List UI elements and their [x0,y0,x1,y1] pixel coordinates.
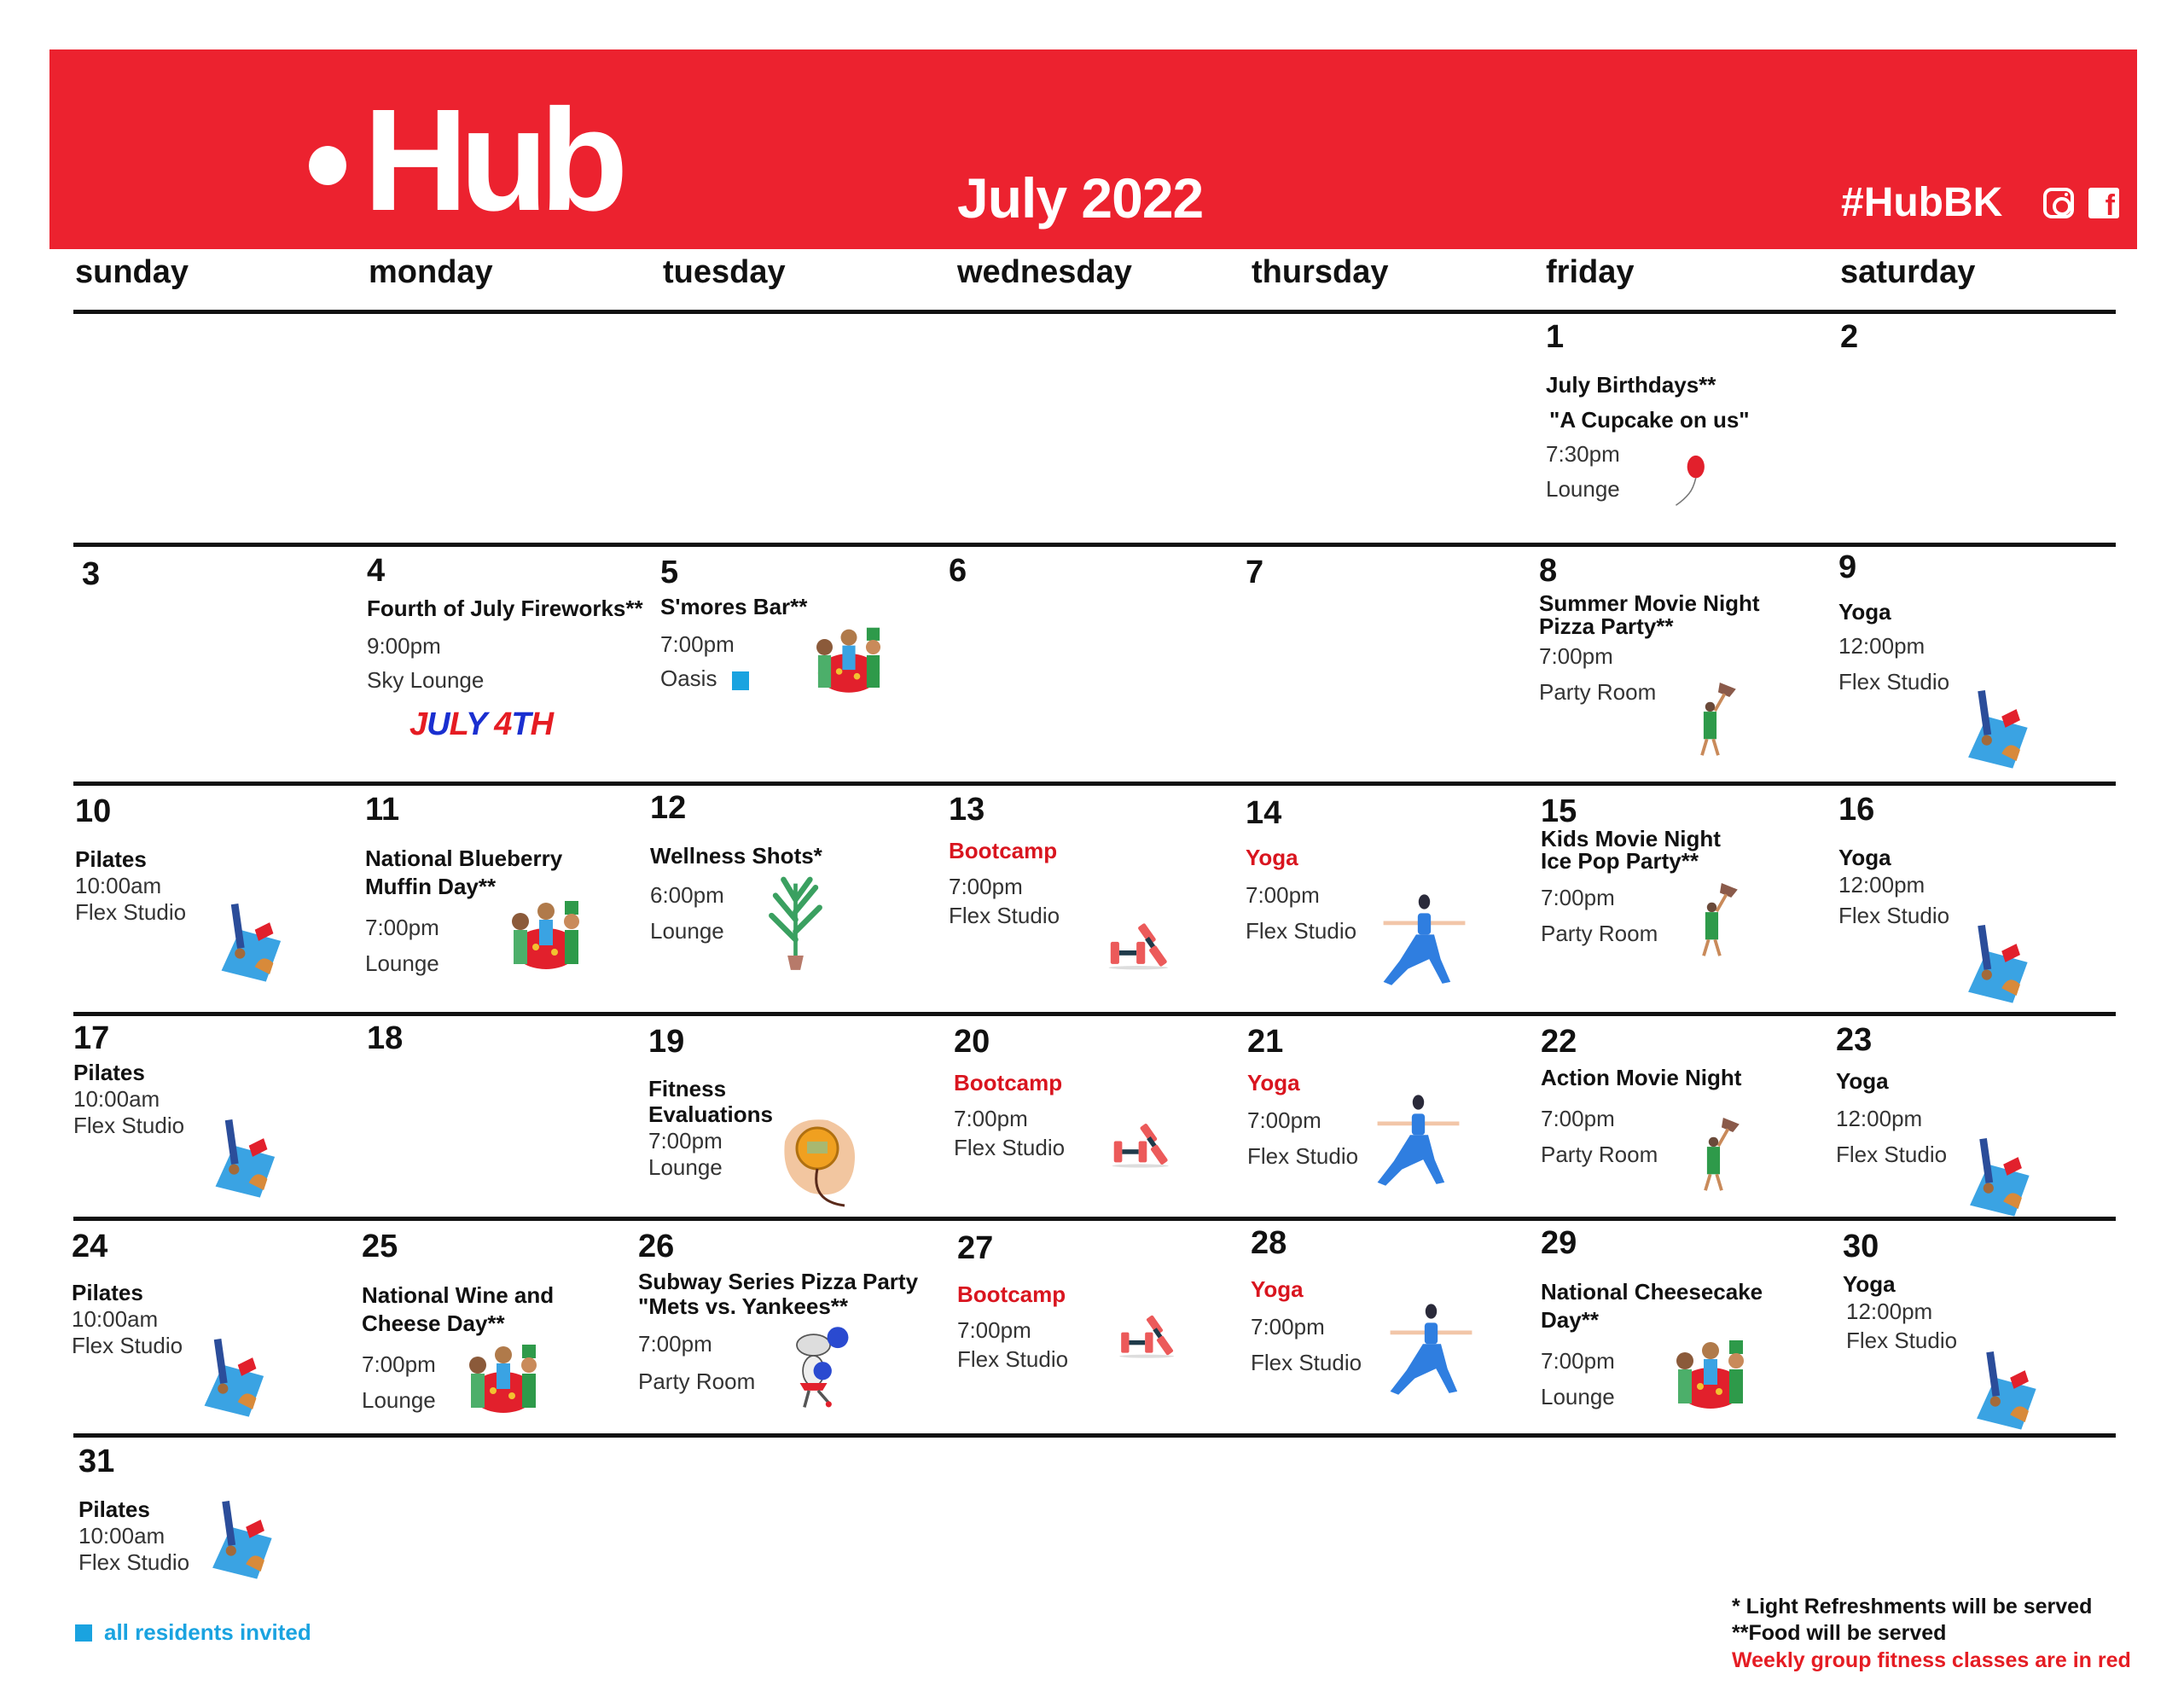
day-number: 24 [72,1229,108,1264]
event-title: Summer Movie Night Pizza Party** [1539,590,1760,640]
pilates-mat-icon [203,1116,280,1201]
event-title: Pilates [73,1060,145,1085]
july-4th-banner: JULY 4TH [410,706,554,742]
event-location: Lounge [648,1153,723,1180]
event-time: 10:00am [73,1086,160,1113]
day-number: 7 [1246,555,1264,590]
day-cell-6[interactable] [949,555,1239,587]
event-time: 10:00am [78,1523,166,1549]
day-cell-27[interactable] [957,1232,1247,1374]
event-time: 7:30pm [1546,441,1620,468]
party-group-icon [461,1339,546,1425]
day-cell-8[interactable] [1539,555,1829,709]
balloon-icon [1664,452,1715,512]
event-time: 7:00pm [362,1351,436,1377]
instagram-icon[interactable] [2043,188,2074,218]
day-number: 10 [75,793,112,829]
day-number: 11 [365,792,400,828]
day-cell-5[interactable] [660,556,950,696]
yoga-woman-icon [1375,892,1473,990]
event-location: Flex Studio [1251,1350,1362,1376]
day-number: 14 [1246,795,1282,831]
event-location: Party Room [1539,678,1657,705]
day-cell-4[interactable] [367,555,674,698]
event-title: Fourth of July Fireworks** [367,596,643,621]
weekday-tuesday: tuesday [663,254,786,290]
note-food: **Food will be served [1732,1621,1947,1646]
event-title: Kids Movie Night Ice Pop Party** [1541,826,1721,874]
event-title: National Wine and Cheese Day** [362,1282,555,1336]
pilates-mat-icon [192,1335,269,1421]
day-number: 26 [638,1229,675,1264]
event-location: Lounge [1541,1384,1615,1410]
day-cell-30[interactable] [1843,1230,2133,1356]
event-location: Party Room [638,1368,756,1395]
day-number: 16 [1838,792,1875,828]
row-divider [73,543,2116,547]
event-location: Flex Studio [954,1134,1066,1160]
day-cell-18[interactable] [367,1022,657,1055]
event-time: 7:00pm [957,1317,1031,1344]
event-time: 12:00pm [1846,1299,1933,1325]
event-title: Fitness Evaluations [648,1076,773,1127]
pizza-runner-icon [1699,1118,1742,1194]
event-title: Bootcamp [949,838,1058,863]
row-divider [73,1433,2116,1438]
yoga-woman-icon [1369,1092,1467,1190]
event-title: Bootcamp [954,1070,1063,1095]
hub-logo [309,79,620,241]
event-title: Yoga [1246,845,1298,870]
event-time: 7:00pm [365,915,439,940]
day-number: 25 [362,1229,398,1264]
event-title: Subway Series Pizza Party "Mets vs. Yankees** [638,1269,919,1319]
day-number: 9 [1838,549,1857,585]
day-number: 6 [949,553,967,589]
facebook-icon[interactable]: f [2088,188,2119,218]
event-location: Flex Studio [1838,902,1950,928]
event-title: Pilates [75,846,147,872]
event-location: Oasis [660,665,717,692]
day-number: 17 [73,1020,110,1056]
all-residents-marker-icon [732,671,749,690]
event-location: Flex Studio [78,1549,190,1576]
pilates-mat-icon [1955,1135,2036,1220]
event-location: Flex Studio [75,899,187,926]
event-time: 12:00pm [1838,633,1926,660]
day-number: 3 [82,556,101,592]
day-cell-13[interactable] [949,793,1239,931]
event-title: Pilates [72,1280,143,1305]
event-time: 6:00pm [650,882,724,909]
event-location: Lounge [650,918,724,944]
event-title: National Cheesecake Day** [1541,1279,1763,1333]
event-time: 7:00pm [1251,1314,1325,1340]
event-title: Yoga [1251,1276,1304,1302]
pilates-mat-icon [1962,1348,2043,1433]
day-number: 19 [648,1024,685,1060]
event-title: S'mores Bar** [660,594,808,619]
event-location: Sky Lounge [367,667,485,694]
event-location: Party Room [1541,921,1658,947]
day-number: 13 [949,792,985,828]
event-time: 10:00am [75,873,162,899]
note-light-refreshments: * Light Refreshments will be served [1732,1595,2093,1618]
row-divider [73,1012,2116,1016]
event-time: 7:00pm [1247,1107,1321,1134]
event-location: Flex Studio [73,1113,185,1139]
day-number: 30 [1843,1229,1879,1264]
event-time: 7:00pm [638,1331,712,1357]
event-title: Yoga [1838,599,1891,625]
event-location: Flex Studio [957,1345,1069,1372]
event-location: Lounge [365,950,439,977]
day-number: 12 [650,790,687,826]
yoga-woman-icon [1382,1301,1480,1399]
event-time: 10:00am [72,1306,159,1333]
day-number: 15 [1541,793,1577,829]
dumbbells-icon [1092,917,1182,973]
event-title: Bootcamp [957,1281,1066,1307]
day-number: 1 [1546,319,1565,355]
event-time: 12:00pm [1838,872,1926,898]
dumbbells-icon [1096,1118,1182,1171]
day-number: 5 [660,555,679,590]
day-number: 27 [957,1230,994,1266]
pizza-runner-icon [1696,683,1739,759]
row-divider [73,782,2116,786]
month-title: July 2022 [957,166,1204,230]
party-group-icon [503,896,589,981]
day-number: 29 [1541,1225,1577,1261]
party-group-icon [806,623,892,704]
aloe-plant-icon [764,875,828,973]
day-number: 28 [1251,1225,1287,1261]
event-location: Party Room [1541,1142,1658,1168]
event-time: 9:00pm [367,633,441,660]
event-subtitle: "A Cupcake on us" [1549,407,1750,433]
event-location: Lounge [1546,475,1620,502]
event-time: 7:00pm [1541,885,1615,910]
event-location: Lounge [362,1387,436,1414]
event-time: 7:00pm [954,1106,1028,1132]
stopwatch-icon [772,1107,866,1210]
day-number: 20 [954,1024,990,1060]
event-location: Flex Studio [1247,1143,1359,1170]
day-cell-2[interactable] [1840,321,2130,353]
event-title: Yoga [1247,1070,1300,1095]
day-number: 31 [78,1444,115,1479]
day-number: 4 [367,553,386,589]
event-time: 7:00pm [1541,1348,1615,1374]
day-number: 2 [1840,319,1859,355]
weekday-saturday: saturday [1840,254,1976,290]
hashtag: #HubBK [1841,180,2003,225]
pilates-mat-icon [209,900,286,985]
event-title: National Blueberry Muffin Day** [365,846,563,899]
event-time: 7:00pm [660,631,735,658]
legend-label: all residents invited [104,1619,311,1645]
footnotes [1732,1594,2131,1674]
row-divider [73,1217,2116,1221]
day-number: 23 [1836,1022,1873,1058]
event-time: 7:00pm [648,1127,723,1153]
day-cell-9[interactable] [1838,551,2129,700]
day-cell-3[interactable] [82,558,372,590]
row-divider [73,310,2116,314]
weekday-friday: friday [1546,254,1635,290]
event-location: Flex Studio [1836,1142,1948,1168]
cheerleader-icon [783,1318,851,1421]
event-title: Yoga [1836,1068,1889,1094]
weekday-wednesday: wednesday [957,254,1132,290]
dumbbells-icon [1105,1310,1186,1361]
day-number: 21 [1247,1024,1284,1060]
event-title: Wellness Shots* [650,843,822,869]
pilates-mat-icon [1954,687,2035,772]
pizza-runner-icon [1698,883,1740,960]
event-title: Yoga [1843,1271,1896,1297]
event-location: Flex Studio [1246,918,1357,944]
note-fitness-classes: Weekly group fitness classes are in red [1732,1647,2131,1672]
party-group-icon [1668,1335,1753,1421]
all-residents-marker-icon [75,1624,92,1642]
day-number: 22 [1541,1024,1577,1060]
day-cell-16[interactable] [1838,793,2129,931]
weekday-sunday: sunday [75,254,189,290]
day-cell-22[interactable] [1541,1026,1831,1172]
logo-text: Hub [363,79,620,241]
event-title: July Birthdays** [1546,372,1716,398]
event-time: 7:00pm [949,874,1023,900]
event-title: Yoga [1838,845,1891,870]
event-title: Action Movie Night [1541,1065,1742,1090]
weekday-monday: monday [369,254,493,290]
weekday-thursday: thursday [1252,254,1389,290]
event-time: 7:00pm [1539,642,1613,669]
event-location: Flex Studio [1846,1327,1958,1353]
day-cell-15[interactable] [1541,795,1831,951]
event-location: Flex Studio [949,902,1060,928]
event-time: 7:00pm [1246,882,1320,909]
event-title: Pilates [78,1496,150,1522]
event-location: Flex Studio [72,1333,183,1359]
day-number: 8 [1539,553,1558,589]
logo-dot-icon [309,146,346,185]
pilates-mat-icon [198,1497,279,1583]
pilates-mat-icon [1954,921,2035,1007]
day-cell-7[interactable] [1246,556,1536,589]
event-time: 7:00pm [1541,1106,1615,1132]
event-location: Flex Studio [1838,669,1950,695]
day-number: 18 [367,1020,404,1056]
legend-all-residents [75,1619,311,1646]
event-time: 12:00pm [1836,1106,1923,1132]
